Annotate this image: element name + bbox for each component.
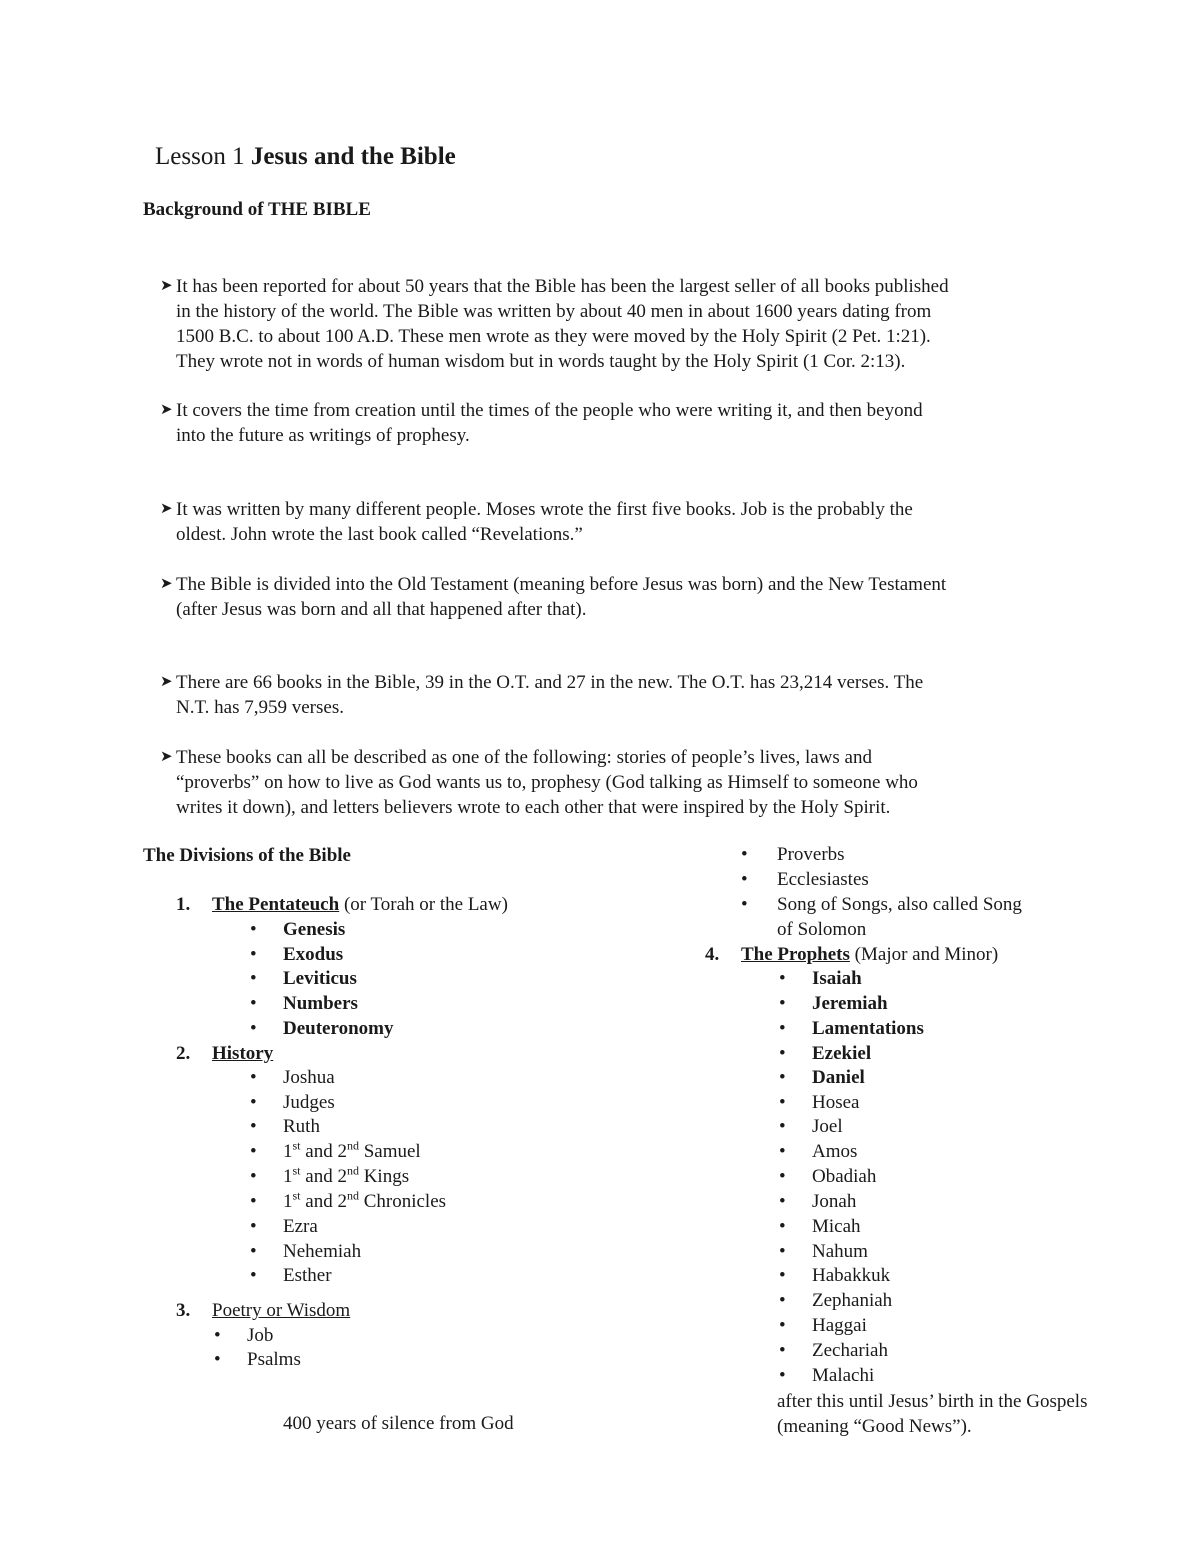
bullet-dot-icon: • bbox=[779, 1365, 786, 1386]
bullet-line: “proverbs” on how to live as God wants us to, prophesy (God talking as Himself to someone who bbox=[176, 772, 918, 793]
bullet-dot-icon: • bbox=[214, 1325, 221, 1346]
book-item: Micah bbox=[812, 1216, 861, 1237]
divisions-right-column bbox=[700, 0, 1200, 1553]
bullet-line: It covers the time from creation until the times of the people who were writing it, and then beyond bbox=[176, 400, 923, 421]
book-item: Ezra bbox=[283, 1216, 318, 1237]
arrow-bullet-icon: ➤ bbox=[160, 402, 173, 418]
book-item: Joel bbox=[812, 1116, 843, 1137]
bullet-line: 1500 B.C. to about 100 A.D. These men wrote as they were moved by the Holy Spirit (2 Pet. 1:21). bbox=[176, 326, 931, 347]
bullet-line: N.T. has 7,959 verses. bbox=[176, 697, 344, 718]
bullet-dot-icon: • bbox=[779, 1191, 786, 1212]
prophets-title: The Prophets bbox=[741, 944, 850, 965]
background-heading: Background of THE BIBLE bbox=[143, 199, 371, 220]
bullet-line: in the history of the world. The Bible was written by about 40 men in about 1600 years dating from bbox=[176, 301, 932, 322]
bullet-line: writes it down), and letters believers wrote to each other that were inspired by the Holy Spirit. bbox=[176, 797, 891, 818]
bullet-dot-icon: • bbox=[250, 1018, 257, 1039]
bullet-dot-icon: • bbox=[250, 1166, 257, 1187]
pentateuch-suffix: (or Torah or the Law) bbox=[339, 894, 508, 915]
book-item: Nehemiah bbox=[283, 1241, 362, 1262]
section-number: 1. bbox=[176, 894, 191, 915]
book-item: Leviticus bbox=[283, 968, 357, 989]
section-number: 2. bbox=[176, 1043, 191, 1064]
bullet-dot-icon: • bbox=[250, 1265, 257, 1286]
book-item: Jonah bbox=[812, 1191, 857, 1212]
title-bold: Jesus and the Bible bbox=[250, 143, 456, 170]
book-item: Psalms bbox=[247, 1349, 301, 1370]
book-item: Judges bbox=[283, 1092, 335, 1113]
book-item: Hosea bbox=[812, 1092, 860, 1113]
bullet-dot-icon: • bbox=[779, 968, 786, 989]
book-item: Isaiah bbox=[812, 968, 862, 989]
book-item: Malachi bbox=[812, 1365, 875, 1386]
bullet-dot-icon: • bbox=[741, 869, 748, 890]
book-item: Jeremiah bbox=[812, 993, 888, 1014]
bullet-line: These books can all be described as one of the following: stories of people’s lives, laws and bbox=[176, 747, 872, 768]
bullet-dot-icon: • bbox=[250, 1241, 257, 1262]
bullet-dot-icon: • bbox=[214, 1349, 221, 1370]
section-number: 3. bbox=[176, 1300, 191, 1321]
prophets-heading bbox=[741, 943, 998, 968]
book-item: Daniel bbox=[812, 1067, 865, 1088]
title-prefix: Lesson 1 bbox=[155, 143, 251, 170]
book-item: Zephaniah bbox=[812, 1290, 893, 1311]
bullet-line: oldest. John wrote the last book called “Revelations.” bbox=[176, 524, 583, 545]
bullet-dot-icon: • bbox=[779, 1043, 786, 1064]
book-item: Genesis bbox=[283, 919, 346, 940]
book-item: Lamentations bbox=[812, 1018, 924, 1039]
bullet-line: It was written by many different people. Moses wrote the first five books. Job is the probably the bbox=[176, 499, 913, 520]
bullet-dot-icon: • bbox=[779, 1216, 786, 1237]
book-item: Haggai bbox=[812, 1315, 867, 1336]
book-item: Habakkuk bbox=[812, 1265, 891, 1286]
bullet-dot-icon: • bbox=[779, 1018, 786, 1039]
bullet-dot-icon: • bbox=[779, 1116, 786, 1137]
arrow-bullet-icon: ➤ bbox=[160, 576, 173, 592]
book-item: Ezekiel bbox=[812, 1043, 872, 1064]
bullet-dot-icon: • bbox=[250, 1191, 257, 1212]
bullet-dot-icon: • bbox=[741, 844, 748, 865]
bullet-dot-icon: • bbox=[779, 1166, 786, 1187]
book-item: Amos bbox=[812, 1141, 858, 1162]
book-item: Ecclesiastes bbox=[777, 869, 869, 890]
book-item: Esther bbox=[283, 1265, 332, 1286]
bullet-line: It has been reported for about 50 years that the Bible has been the largest seller of all books published bbox=[176, 276, 949, 297]
bullet-dot-icon: • bbox=[779, 993, 786, 1014]
bullet-line: There are 66 books in the Bible, 39 in the O.T. and 27 in the new. The O.T. has 23,214 verses. The bbox=[176, 672, 924, 693]
silence-note: 400 years of silence from God bbox=[283, 1413, 514, 1434]
bullet-dot-icon: • bbox=[250, 1092, 257, 1113]
book-item: Proverbs bbox=[777, 844, 845, 865]
bullet-line: They wrote not in words of human wisdom but in words taught by the Holy Spirit (1 Cor. 2:13). bbox=[176, 351, 906, 372]
book-item: Exodus bbox=[283, 944, 344, 965]
bullet-line: into the future as writings of prophesy. bbox=[176, 425, 470, 446]
book-item: Ruth bbox=[283, 1116, 320, 1137]
book-item: Deuteronomy bbox=[283, 1018, 394, 1039]
bullet-dot-icon: • bbox=[250, 1216, 257, 1237]
bullet-dot-icon: • bbox=[779, 1141, 786, 1162]
arrow-bullet-icon: ➤ bbox=[160, 749, 173, 765]
bullet-dot-icon: • bbox=[779, 1092, 786, 1113]
prophets-suffix: (Major and Minor) bbox=[849, 944, 999, 965]
arrow-bullet-icon: ➤ bbox=[160, 501, 173, 517]
arrow-bullet-icon: ➤ bbox=[160, 278, 173, 294]
bullet-line: The Bible is divided into the Old Testament (meaning before Jesus was born) and the New Testament bbox=[176, 574, 947, 595]
bullet-dot-icon: • bbox=[250, 968, 257, 989]
bullet-dot-icon: • bbox=[779, 1290, 786, 1311]
pentateuch-heading bbox=[212, 893, 508, 918]
bullet-dot-icon: • bbox=[250, 919, 257, 940]
bullet-dot-icon: • bbox=[779, 1315, 786, 1336]
bullet-line: (after Jesus was born and all that happened after that). bbox=[176, 599, 587, 620]
history-title: History bbox=[212, 1043, 274, 1064]
book-item-continued: of Solomon bbox=[777, 919, 867, 940]
bullet-dot-icon: • bbox=[250, 1067, 257, 1088]
book-item: Obadiah bbox=[812, 1166, 877, 1187]
bullet-dot-icon: • bbox=[779, 1340, 786, 1361]
book-item: Nahum bbox=[812, 1241, 868, 1262]
divisions-heading: The Divisions of the Bible bbox=[143, 845, 351, 866]
book-item: 1st and 2nd Kings bbox=[283, 1163, 410, 1187]
bullet-dot-icon: • bbox=[250, 944, 257, 965]
bullet-dot-icon: • bbox=[250, 993, 257, 1014]
book-item: 1st and 2nd Samuel bbox=[283, 1138, 421, 1162]
bullet-dot-icon: • bbox=[250, 1116, 257, 1137]
book-item: Song of Songs, also called Song bbox=[777, 894, 1022, 915]
poetry-title: Poetry or Wisdom bbox=[212, 1300, 351, 1321]
book-item: Job bbox=[247, 1325, 274, 1346]
pentateuch-title: The Pentateuch bbox=[212, 894, 340, 915]
bullet-dot-icon: • bbox=[741, 894, 748, 915]
bullet-dot-icon: • bbox=[779, 1241, 786, 1262]
arrow-bullet-icon: ➤ bbox=[160, 674, 173, 690]
book-item: Numbers bbox=[283, 993, 358, 1014]
bullet-dot-icon: • bbox=[779, 1067, 786, 1088]
book-item: 1st and 2nd Chronicles bbox=[283, 1188, 447, 1212]
bullet-dot-icon: • bbox=[250, 1141, 257, 1162]
section-number: 4. bbox=[705, 944, 720, 965]
gospels-note: after this until Jesus’ birth in the Gospels (meaning “Good News”). bbox=[777, 1391, 1088, 1437]
bullet-dot-icon: • bbox=[779, 1265, 786, 1286]
book-item: Zechariah bbox=[812, 1340, 888, 1361]
book-item: Joshua bbox=[283, 1067, 335, 1088]
